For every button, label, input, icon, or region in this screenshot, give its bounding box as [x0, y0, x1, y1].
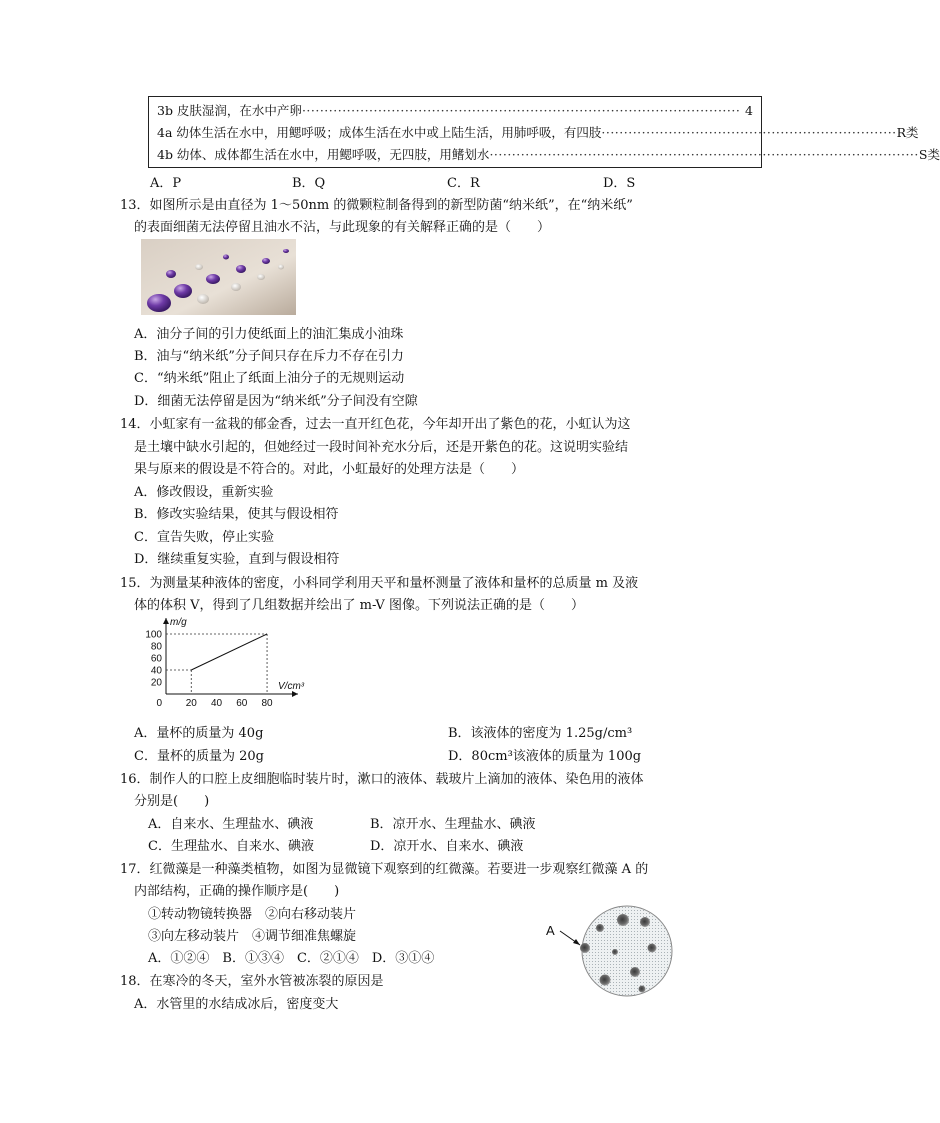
y-tick-label: 80: [150, 641, 162, 653]
classification-key-table: [148, 96, 940, 168]
q14-stem-line: 果与原来的假设是不符合的。对此，小虹最好的处理方法是（ ）: [134, 462, 525, 477]
q12-option-b: B．Q: [292, 176, 326, 191]
q15-option-a: A．量杯的质量为 40g: [134, 726, 264, 741]
q18-stem: 18．在寒冷的冬天，室外水管被冻裂的原因是: [120, 974, 384, 989]
q15-stem-line: 体的体积 V，得到了几组数据并绘出了 m-V 图像。下列说法正确的是（ ）: [134, 598, 584, 613]
origin-label: 0: [156, 698, 162, 709]
key-row: 4b 幼体、成体都生活在水中，用鳃呼吸，无四肢，用鳍划水 ································································································ S类: [157, 147, 940, 162]
q14-stem-line: 是土壤中缺水引起的，但她经过一段时间补充水分后，还是开紫色的花。这说明实验结: [134, 440, 629, 455]
figure-label-a: A: [546, 923, 555, 938]
y-tick-label: 60: [150, 653, 162, 665]
series-line: [191, 634, 267, 670]
x-axis-label: V/cm³: [278, 681, 305, 692]
q16-stem-line: 16．制作人的口腔上皮细胞临时装片时，漱口的液体、载玻片上滴加的液体、染色用的液体: [120, 772, 644, 787]
q16-stem-line: 分别是( ): [134, 794, 210, 809]
q15-stem-line: 15．为测量某种液体的密度，小科同学利用天平和量杯测量了液体和量杯的总质量 m 及液: [120, 576, 639, 591]
q16-option-d: D．凉开水、自来水、碘液: [370, 839, 524, 854]
q14-option-c: C．宣告失败，停止实验: [134, 530, 274, 545]
y-tick-label: 20: [150, 677, 162, 689]
q13-stem-line: 的表面细菌无法停留且油水不沾，与此现象的有关解释正确的是（ ）: [134, 220, 551, 235]
q15-option-c: C．量杯的质量为 20g: [134, 749, 264, 764]
y-axis-arrow: [163, 618, 169, 624]
q17-stem-line: 17．红微藻是一种藻类植物，如图为显微镜下观察到的红微藻。若要进一步观察红微藻 A 的: [120, 862, 649, 877]
q14-option-b: B．修改实验结果，使其与假设相符: [134, 507, 339, 522]
q12-option-d: D．S: [603, 176, 636, 191]
q15-option-b: B．该液体的密度为 1.25g/cm³: [448, 726, 633, 741]
q13-stem-line: 13．如图所示是由直径为 1～50nm 的微颗粒制备得到的新型防菌“纳米纸”，在“纳米纸”: [120, 198, 633, 213]
q17-stem-line: 内部结构，正确的操作顺序是( ): [134, 884, 340, 899]
x-tick-label: 20: [185, 698, 197, 709]
q12-option-a: A．P: [150, 176, 182, 191]
x-tick-label: 40: [210, 698, 223, 709]
q15-option-d: D．80cm³该液体的质量为 100g: [448, 749, 642, 764]
q13-option-b: B．油与“纳米纸”分子间只存在斥力不存在引力: [134, 349, 404, 364]
q16-option-c: C．生理盐水、自来水、碘液: [148, 839, 314, 854]
q16-option-b: B．凉开水、生理盐水、碘液: [370, 817, 536, 832]
y-axis-label: m/g: [170, 617, 187, 628]
y-tick-label: 40: [150, 665, 162, 677]
q13-option-a: A．油分子间的引力使纸面上的油汇集成小油珠: [134, 327, 404, 342]
nanopaper-oil-droplets-photo: [141, 239, 296, 315]
q14-option-a: A．修改假设，重新实验: [134, 485, 274, 500]
x-tick-label: 60: [236, 698, 248, 709]
q13-option-c: C．“纳米纸”阻止了纸面上油分子的无规则运动: [134, 371, 405, 386]
q12-option-c: C．R: [447, 176, 480, 191]
q14-option-d: D．继续重复实验，直到与假设相符: [134, 552, 340, 567]
microscope-field-figure: [540, 900, 672, 1002]
key-row: 4a 幼体生活在水中，用鳃呼吸；成体生活在水中或上陆生活，用肺呼吸，有四肢 ·································································· R类: [157, 125, 919, 140]
q16-option-a: A．自来水、生理盐水、碘液: [148, 817, 314, 832]
y-tick-label: 100: [145, 629, 162, 641]
x-tick-label: 80: [261, 698, 273, 709]
q14-stem-line: 14．小虹家有一盆栽的郁金香，过去一直开红色花，今年却开出了紫色的花，小虹认为这: [120, 417, 631, 432]
q17-step-line: ③向左移动装片 ④调节细准焦螺旋: [148, 929, 357, 944]
q17-options: A．①②④ B．①③④ C．②①④ D．③①④: [148, 951, 435, 966]
q17-step-line: ①转动物镜转换器 ②向右移动装片: [148, 907, 357, 922]
m-v-graph: [140, 616, 310, 716]
q18-option-a: A．水管里的水结成冰后，密度变大: [134, 997, 339, 1012]
key-row: 3b 皮肤湿润，在水中产卵 ·································································································· 4: [157, 103, 753, 118]
q13-option-d: D．细菌无法停留是因为“纳米纸”分子间没有空隙: [134, 394, 418, 409]
